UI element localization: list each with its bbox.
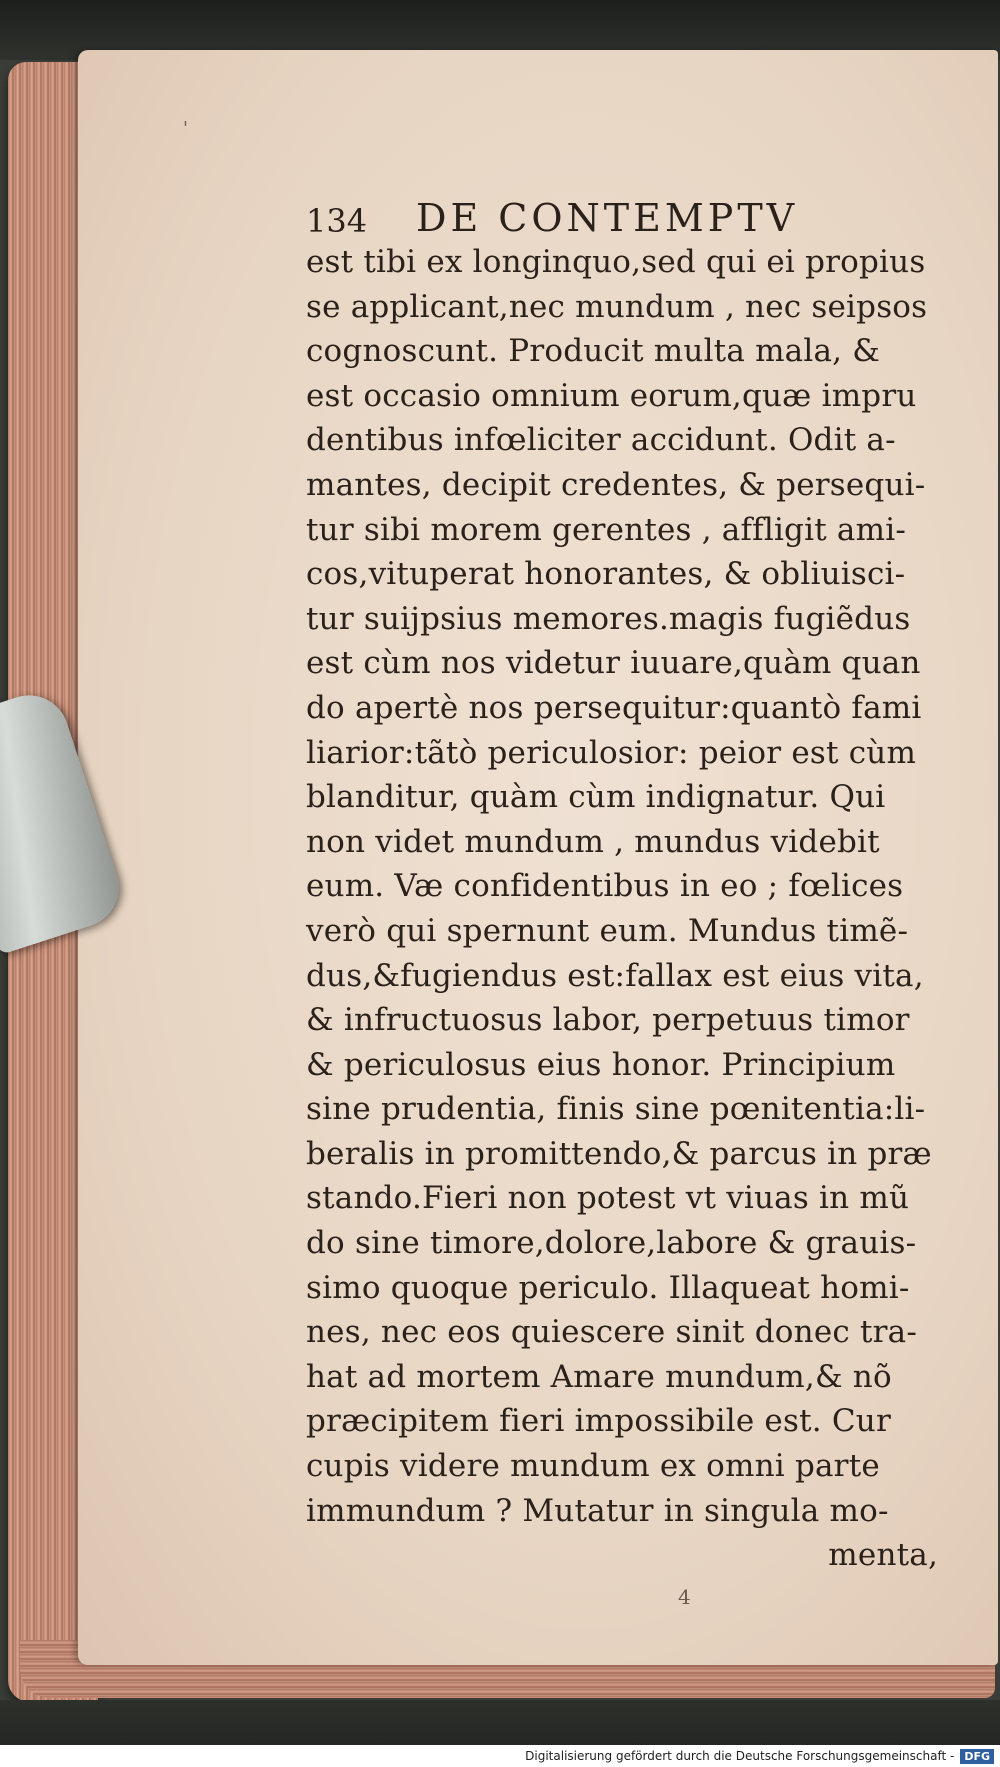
text-line: sine prudentia, finis sine pœnitentia:li- — [306, 1091, 926, 1128]
dfg-logo: DFG — [960, 1749, 994, 1764]
text-line: cupis videre mundum ex omni parte — [306, 1448, 880, 1485]
text-line: dentibus infœliciter accidunt. Odit a- — [306, 422, 896, 459]
running-head: DE CONTEMPTV — [416, 196, 799, 240]
text-line: tur suijpsius memores.magis fugiẽdus — [306, 600, 911, 637]
page-header — [306, 182, 956, 240]
page-text — [306, 182, 956, 1578]
text-line: liarior:tãtò periculosior: peior est cùm — [306, 734, 917, 771]
text-line: do apertè nos persequitur:quantò fami — [306, 689, 922, 726]
text-line: immundum ? Mutatur in singula mo- — [306, 1492, 889, 1529]
text-line: præcipitem fieri impossibile est. Cur — [306, 1403, 891, 1440]
text-line: est tibi ex longinquo,sed qui ei propius — [306, 244, 926, 280]
text-line: verò qui spernunt eum. Mundus timẽ- — [306, 912, 909, 949]
text-line: est cùm nos videtur iuuare,quàm quan — [306, 645, 921, 682]
text-line: cos,vituperat honorantes, & obliuisci- — [306, 556, 906, 593]
text-line: stando.Fieri non potest vt viuas in mũ — [306, 1180, 910, 1217]
text-line: hat ad mortem Amare mundum,& nõ — [306, 1358, 892, 1395]
text-line: non videt mundum , mundus videbit — [306, 823, 880, 860]
funding-credit: Digitalisierung gefördert durch die Deutsche Forschungsgemeinschaft - — [525, 1749, 955, 1763]
text-lines — [306, 240, 956, 1533]
text-line: se applicant,nec mundum , nec seipsos — [306, 288, 928, 325]
text-line: beralis in promittendo,& parcus in præ — [306, 1135, 932, 1172]
text-line: do sine timore,dolore,labore & grauis- — [306, 1225, 917, 1262]
text-line: dus,&fugiendus est:fallax est eius vita, — [306, 957, 924, 994]
text-line: nes, nec eos quiescere sinit donec tra- — [306, 1314, 918, 1351]
stray-mark: ' — [183, 118, 188, 139]
text-line: eum. Væ confidentibus in eo ; fœlices — [306, 868, 904, 905]
text-line: mantes, decipit credentes, & persequi- — [306, 466, 926, 503]
text-line: simo quoque periculo. Illaqueat homi- — [306, 1269, 910, 1306]
catchword: menta, — [828, 1537, 938, 1574]
text-line: cognoscunt. Producit multa mala, & — [306, 333, 881, 370]
digitization-footer — [0, 1745, 1000, 1767]
signature-mark: 4 — [678, 1585, 691, 1609]
text-line: tur sibi morem gerentes , affligit ami- — [306, 511, 906, 548]
folio-number: 134 — [306, 202, 368, 240]
text-line: blanditur, quàm cùm indignatur. Qui — [306, 779, 886, 816]
text-line: & periculosus eius honor. Principium — [306, 1046, 896, 1083]
text-line: est occasio omnium eorum,quæ impru — [306, 377, 917, 414]
text-line: & infructuosus labor, perpetuus timor — [306, 1002, 910, 1039]
